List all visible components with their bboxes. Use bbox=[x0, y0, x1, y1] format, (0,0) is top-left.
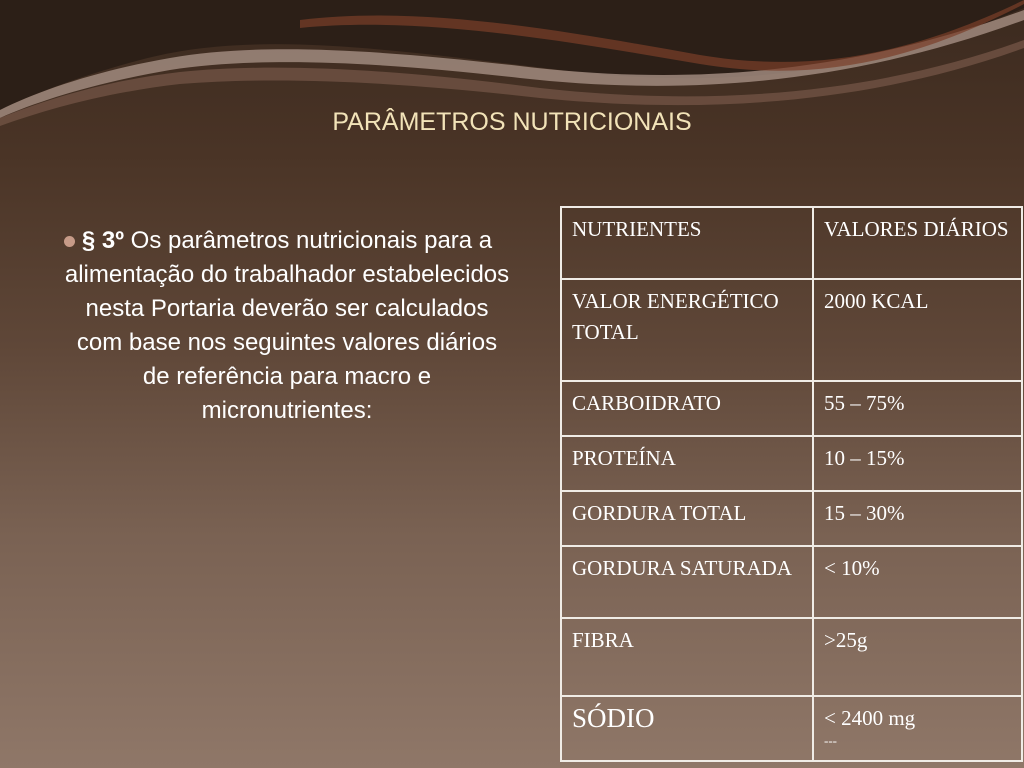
nutrient-cell: PROTEÍNA bbox=[561, 436, 813, 491]
value-cell: 2000 KCAL bbox=[813, 279, 1022, 381]
table-row bbox=[561, 381, 1022, 436]
slide-title: PARÂMETROS NUTRICIONAIS bbox=[332, 108, 692, 136]
value-cell: 55 – 75% bbox=[813, 381, 1022, 436]
value-text: < 2400 mg bbox=[824, 706, 916, 730]
nutrient-cell: GORDURA TOTAL bbox=[561, 491, 813, 546]
nutrients-table bbox=[560, 206, 1023, 762]
value-cell: 15 – 30% bbox=[813, 491, 1022, 546]
value-cell: >25g bbox=[813, 618, 1022, 696]
value-note: --- bbox=[824, 733, 837, 748]
paragraph-text: Os parâmetros nutricionais para a alimentação do trabalhador estabelecidos nesta Portaria deverão ser calculados com base nos seguintes valores diários de referência para macro e micronutrientes: bbox=[64, 227, 510, 424]
nutrient-cell: VALOR ENERGÉTICO TOTAL bbox=[561, 279, 813, 381]
nutrient-cell: CARBOIDRATO bbox=[561, 381, 813, 436]
table-row bbox=[561, 618, 1022, 696]
table-row bbox=[561, 696, 1022, 761]
table-row bbox=[561, 491, 1022, 546]
paragraph-lead: § 3º bbox=[81, 227, 124, 254]
body-paragraph bbox=[62, 224, 512, 428]
value-cell bbox=[813, 696, 1022, 761]
table-row bbox=[561, 546, 1022, 618]
nutrient-cell: GORDURA SATURADA bbox=[561, 546, 813, 618]
table-row bbox=[561, 279, 1022, 381]
nutrient-cell: FIBRA bbox=[561, 618, 813, 696]
header-nutrientes: NUTRIENTES bbox=[561, 207, 813, 279]
header-valores: VALORES DIÁRIOS bbox=[813, 207, 1022, 279]
value-cell: 10 – 15% bbox=[813, 436, 1022, 491]
table-row bbox=[561, 436, 1022, 491]
nutrient-cell: SÓDIO bbox=[561, 696, 813, 761]
table-header-row bbox=[561, 207, 1022, 279]
value-cell: < 10% bbox=[813, 546, 1022, 618]
